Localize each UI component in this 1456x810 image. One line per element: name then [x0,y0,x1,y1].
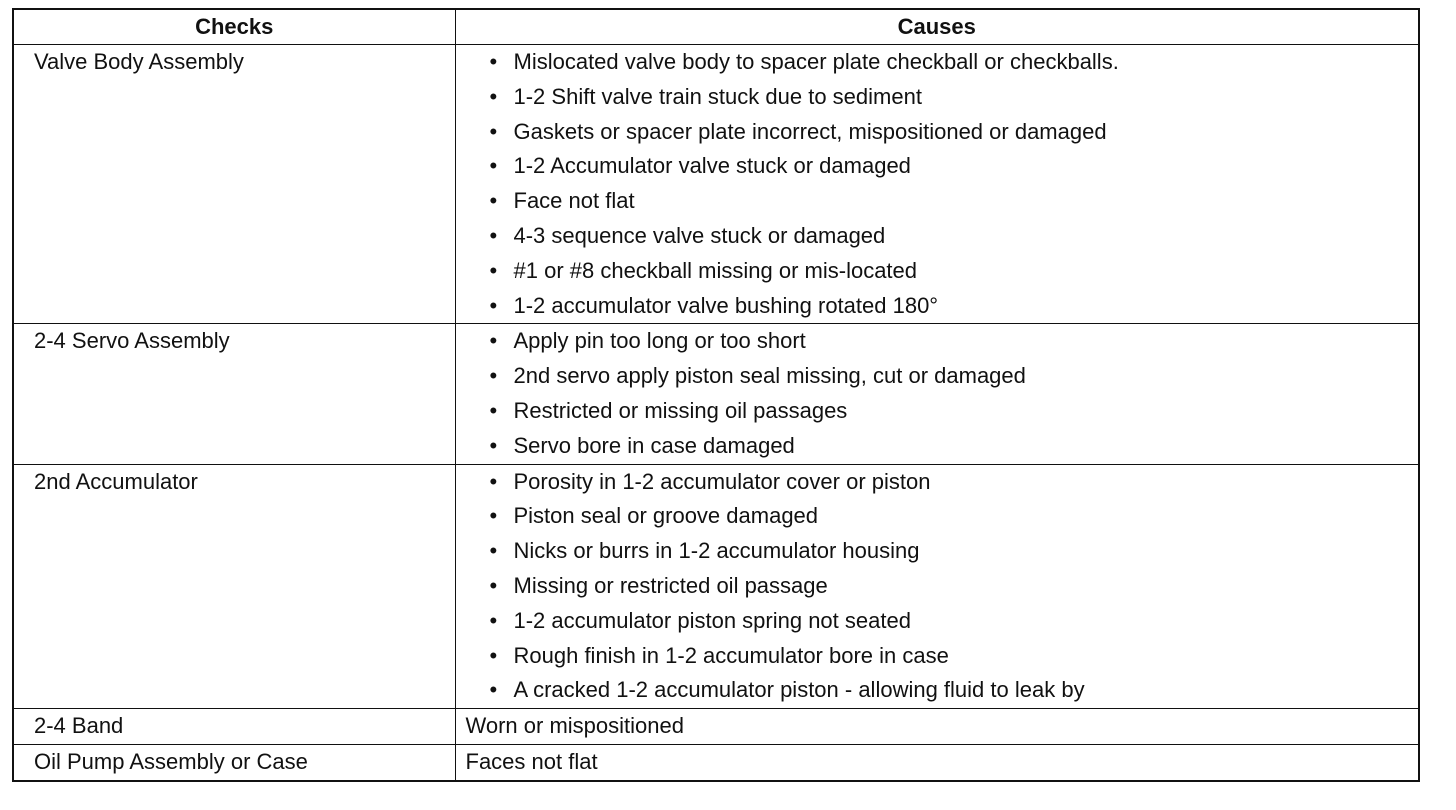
cause-text: Servo bore in case damaged [513,432,795,458]
bullet-icon: • [489,432,498,458]
cause-text: Apply pin too long or too short [513,328,806,354]
table-row [13,464,1419,709]
bullet-icon: • [489,153,498,179]
causes-cell [455,45,1419,324]
bullet-icon: • [489,642,498,668]
cause-text: 1-2 Accumulator valve stuck or damaged [513,153,911,179]
bullet-icon: • [489,677,498,703]
cause-item [466,359,1419,394]
cause-item [466,604,1419,639]
bullet-icon: • [489,328,498,354]
cause-item [466,45,1419,80]
table-row [13,744,1419,780]
causes-cell [455,324,1419,464]
cause-item [466,219,1419,254]
cause-text: Worn or mispositioned [465,713,684,739]
causes-cell [455,709,1419,745]
bullet-icon: • [489,363,498,389]
cause-item [466,499,1419,534]
cause-text: 1-2 Shift valve train stuck due to sediment [513,83,922,109]
cause-item [466,429,1419,464]
causes-cell [455,744,1419,780]
cause-list [466,45,1419,323]
cause-text: Mislocated valve body to spacer plate checkball or checkballs. [513,49,1119,74]
bullet-icon: • [489,257,498,283]
cause-item [466,80,1419,115]
bullet-icon: • [489,538,498,564]
check-cell: Oil Pump Assembly or Case [13,744,455,780]
table-row [13,709,1419,745]
cause-text: #1 or #8 checkball missing or mis-located [513,257,918,283]
cause-item [466,465,1419,500]
check-cell: 2-4 Band [13,709,455,745]
cause-list [466,324,1419,463]
bullet-icon: • [489,188,498,214]
table-header-row [13,9,1419,45]
cause-item [466,289,1419,324]
causes-cell [455,464,1419,709]
cause-text: Face not flat [513,188,635,214]
cause-text: Gaskets or spacer plate incorrect, mispositioned or damaged [513,118,1107,144]
cause-text: 1-2 accumulator piston spring not seated [513,607,911,633]
cause-text: Missing or restricted oil passage [513,572,828,598]
header-causes: Causes [455,9,1419,45]
cause-text: 2nd servo apply piston seal missing, cut or damaged [513,363,1026,389]
check-cell: 2nd Accumulator [13,464,455,709]
cause-item [466,639,1419,674]
cause-item [466,254,1419,289]
cause-item [466,149,1419,184]
header-checks: Checks [13,9,455,45]
cause-item [466,184,1419,219]
bullet-icon: • [489,503,498,529]
cause-item [466,569,1419,604]
cause-item [466,673,1419,708]
table-row [13,324,1419,464]
cause-text: Piston seal or groove damaged [513,503,819,529]
cause-text: A cracked 1-2 accumulator piston - allowing fluid to leak by [513,677,1085,703]
bullet-icon: • [489,572,498,598]
bullet-icon: • [489,397,498,423]
bullet-icon: • [489,607,498,633]
cause-text: Faces not flat [465,748,598,774]
check-cell: Valve Body Assembly [13,45,455,324]
table-row [13,45,1419,324]
cause-item [466,534,1419,569]
diagnosis-table [12,8,1420,782]
cause-text: Porosity in 1-2 accumulator cover or piston [513,468,931,494]
cause-list [466,465,1419,709]
bullet-icon: • [489,118,498,144]
bullet-icon: • [489,222,498,248]
bullet-icon: • [489,292,498,318]
cause-item [466,394,1419,429]
bullet-icon: • [489,468,498,494]
cause-text: Rough finish in 1-2 accumulator bore in case [513,642,949,668]
bullet-icon: • [489,49,498,74]
check-cell: 2-4 Servo Assembly [13,324,455,464]
cause-text: 4-3 sequence valve stuck or damaged [513,222,886,248]
bullet-icon: • [489,83,498,109]
cause-text: Nicks or burrs in 1-2 accumulator housing [513,538,920,564]
cause-item [466,324,1419,359]
cause-text: Restricted or missing oil passages [513,397,848,423]
cause-text: 1-2 accumulator valve bushing rotated 180° [513,292,939,318]
cause-item [466,115,1419,150]
